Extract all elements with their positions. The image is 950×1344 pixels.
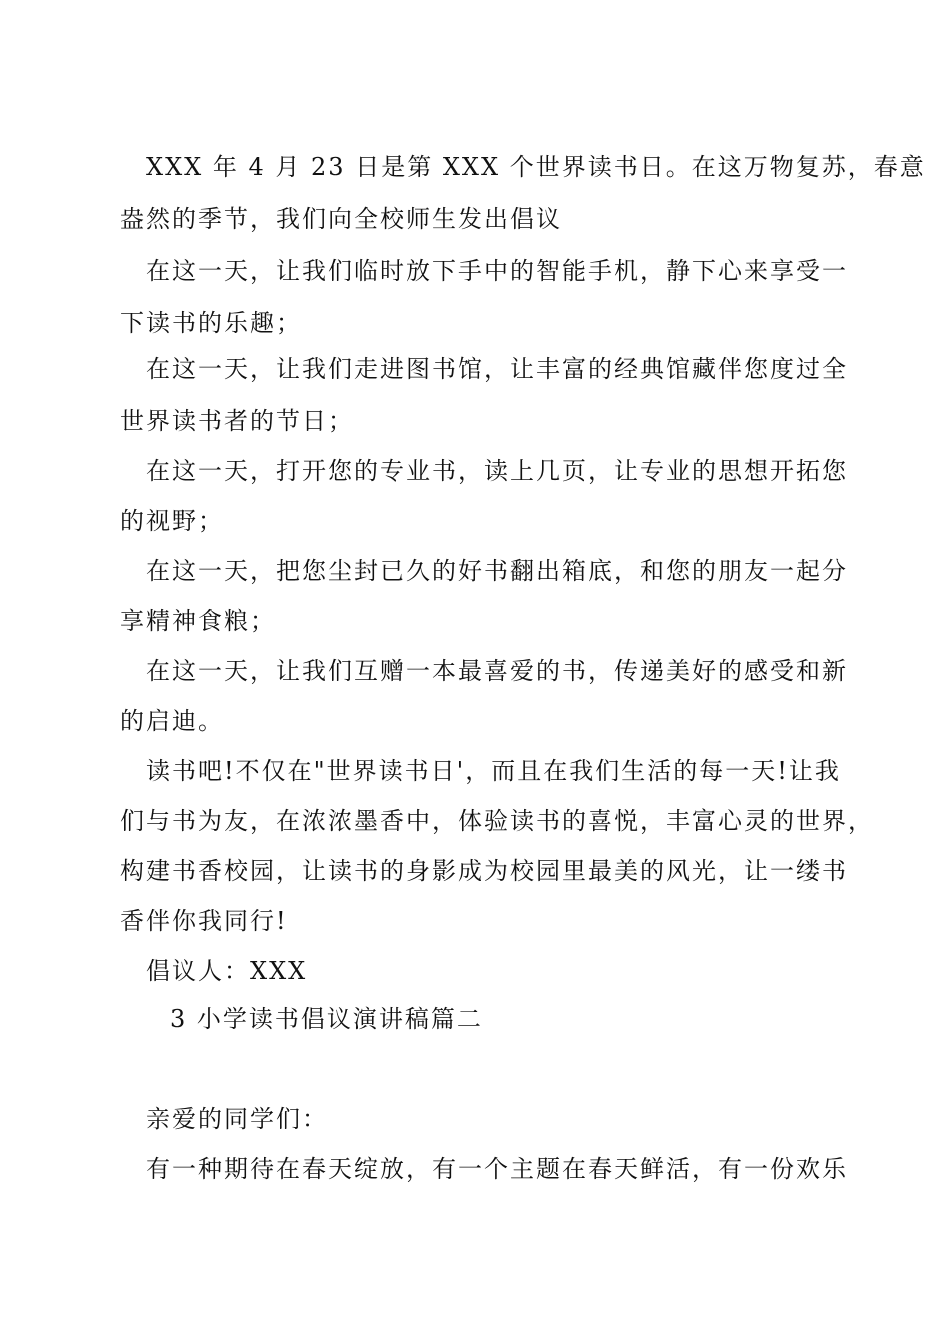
text-line: 在这一天，让我们互赠一本最喜爱的书，传递美好的感受和新 — [146, 657, 848, 685]
text-line: 盎然的季节，我们向全校师生发出倡议 — [120, 205, 562, 233]
text-line: XXX 年 4 月 23 日是第 XXX 个世界读书日。在这万物复苏，春意 — [146, 153, 926, 181]
text-line: 构建书香校园，让读书的身影成为校园里最美的风光，让一缕书 — [120, 857, 848, 885]
text-line: 享精神食粮； — [120, 607, 276, 635]
salutation-line: 亲爱的同学们： — [146, 1105, 328, 1133]
text-line: 在这一天，把您尘封已久的好书翻出箱底，和您的朋友一起分 — [146, 557, 848, 585]
text-line: 世界读书者的节日； — [120, 407, 354, 435]
section-heading: 3 小学读书倡议演讲稿篇二 — [170, 1005, 483, 1033]
signature-line: 倡议人：XXX — [146, 957, 308, 985]
text-line: 香伴你我同行! — [120, 907, 288, 935]
text-line: 的启迪。 — [120, 707, 224, 735]
text-line: 在这一天，让我们走进图书馆，让丰富的经典馆藏伴您度过全 — [146, 355, 848, 383]
text-line: 在这一天，打开您的专业书，读上几页，让专业的思想开拓您 — [146, 457, 848, 485]
text-line: 在这一天，让我们临时放下手中的智能手机，静下心来享受一 — [146, 257, 848, 285]
text-line: 下读书的乐趣； — [120, 309, 302, 337]
text-line: 读书吧!不仅在"世界读书日'，而且在我们生活的每一天!让我 — [146, 757, 841, 785]
text-line: 们与书为友，在浓浓墨香中，体验读书的喜悦，丰富心灵的世界， — [120, 807, 874, 835]
text-line: 有一种期待在春天绽放，有一个主题在春天鲜活，有一份欢乐 — [146, 1155, 848, 1183]
text-line: 的视野； — [120, 507, 224, 535]
